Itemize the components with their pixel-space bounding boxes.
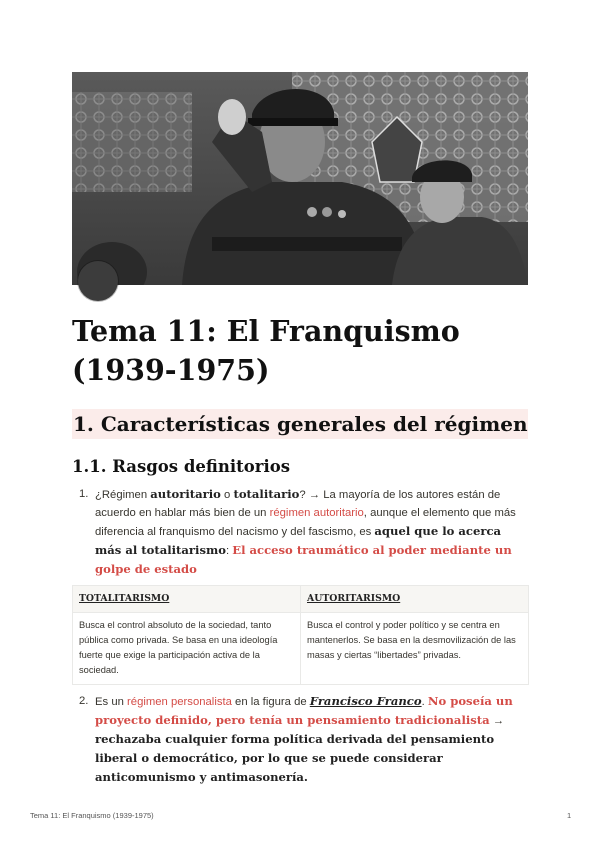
text-span: → xyxy=(489,715,505,727)
footer-title: Tema 11: El Franquismo (1939-1975) xyxy=(30,811,154,820)
franco-photo-illustration xyxy=(72,72,528,285)
text-span: , aunque el elemento que más diferencia al franquismo del nacismo y del fascismo, es xyxy=(95,507,516,538)
highlight-pensamiento-tradicionalista: No poseía un proyecto definido, pero tenía un pensamiento tradicionalista xyxy=(95,694,513,727)
table-header-totalitarismo: TOTALITARISMO xyxy=(73,586,301,613)
table-header-row xyxy=(73,586,529,613)
page-title: Tema 11: El Franquismo (1939-1975) xyxy=(72,314,460,387)
page-number: 1 xyxy=(567,811,572,820)
text-span: en la figura de xyxy=(231,696,310,708)
emphasis-francisco-franco: Francisco Franco xyxy=(309,694,422,708)
comparison-table xyxy=(72,585,529,685)
text-span: o xyxy=(220,489,234,501)
highlight-regimen-personalista: régimen personalista xyxy=(127,696,232,708)
highlight-golpe-de-estado: El acceso traumático al poder mediante un golpe de estado xyxy=(95,543,512,576)
list-item-2 xyxy=(95,692,529,787)
table-cell-totalitarismo: Busca el control absoluto de la sociedad, tanto pública como privada. Se basa en una ideología fuerte que exige la participación activa de la sociedad. xyxy=(73,613,301,685)
bold-term-autoritario: autoritario xyxy=(150,487,221,501)
text-span: ¿Régimen xyxy=(95,489,151,501)
table-header-autoritarismo: AUTORITARISMO xyxy=(301,586,529,613)
section-heading-block xyxy=(72,409,528,439)
bold-phrase-totalitarismo: aquel que lo acerca más al totalitarismo xyxy=(95,524,502,557)
highlight-regimen-autoritario: régimen autoritario xyxy=(269,507,364,519)
table-cell-autoritarismo: Busca el control y poder político y se centra en mantenerlos. Se basa en la desmovilización de las masas y ciertas “libertades” privadas. xyxy=(301,613,529,685)
table-row xyxy=(73,613,529,685)
subsection-heading: 1.1. Rasgos definitorios xyxy=(72,457,291,476)
bold-phrase-rechazaba: rechazaba cualquier forma política derivada del pensamiento liberal o democrático, por lo que se puede considerar anticomunismo y antimasonería. xyxy=(95,732,495,784)
text-span: . xyxy=(421,696,428,708)
bold-term-totalitario: totalitario xyxy=(233,487,300,501)
list-number-1: 1. xyxy=(79,488,89,500)
page-icon xyxy=(78,261,118,301)
cover-photo xyxy=(72,72,528,285)
text-span: ? → La mayoría de los autores están de acuerdo en hablar más bien de un xyxy=(95,489,501,519)
list-number-2: 2. xyxy=(79,695,89,707)
list-item-1 xyxy=(95,485,529,579)
section-heading: 1. Características generales del régimen xyxy=(73,412,528,436)
text-span: : xyxy=(225,545,233,557)
text-span: Es un xyxy=(95,696,128,708)
